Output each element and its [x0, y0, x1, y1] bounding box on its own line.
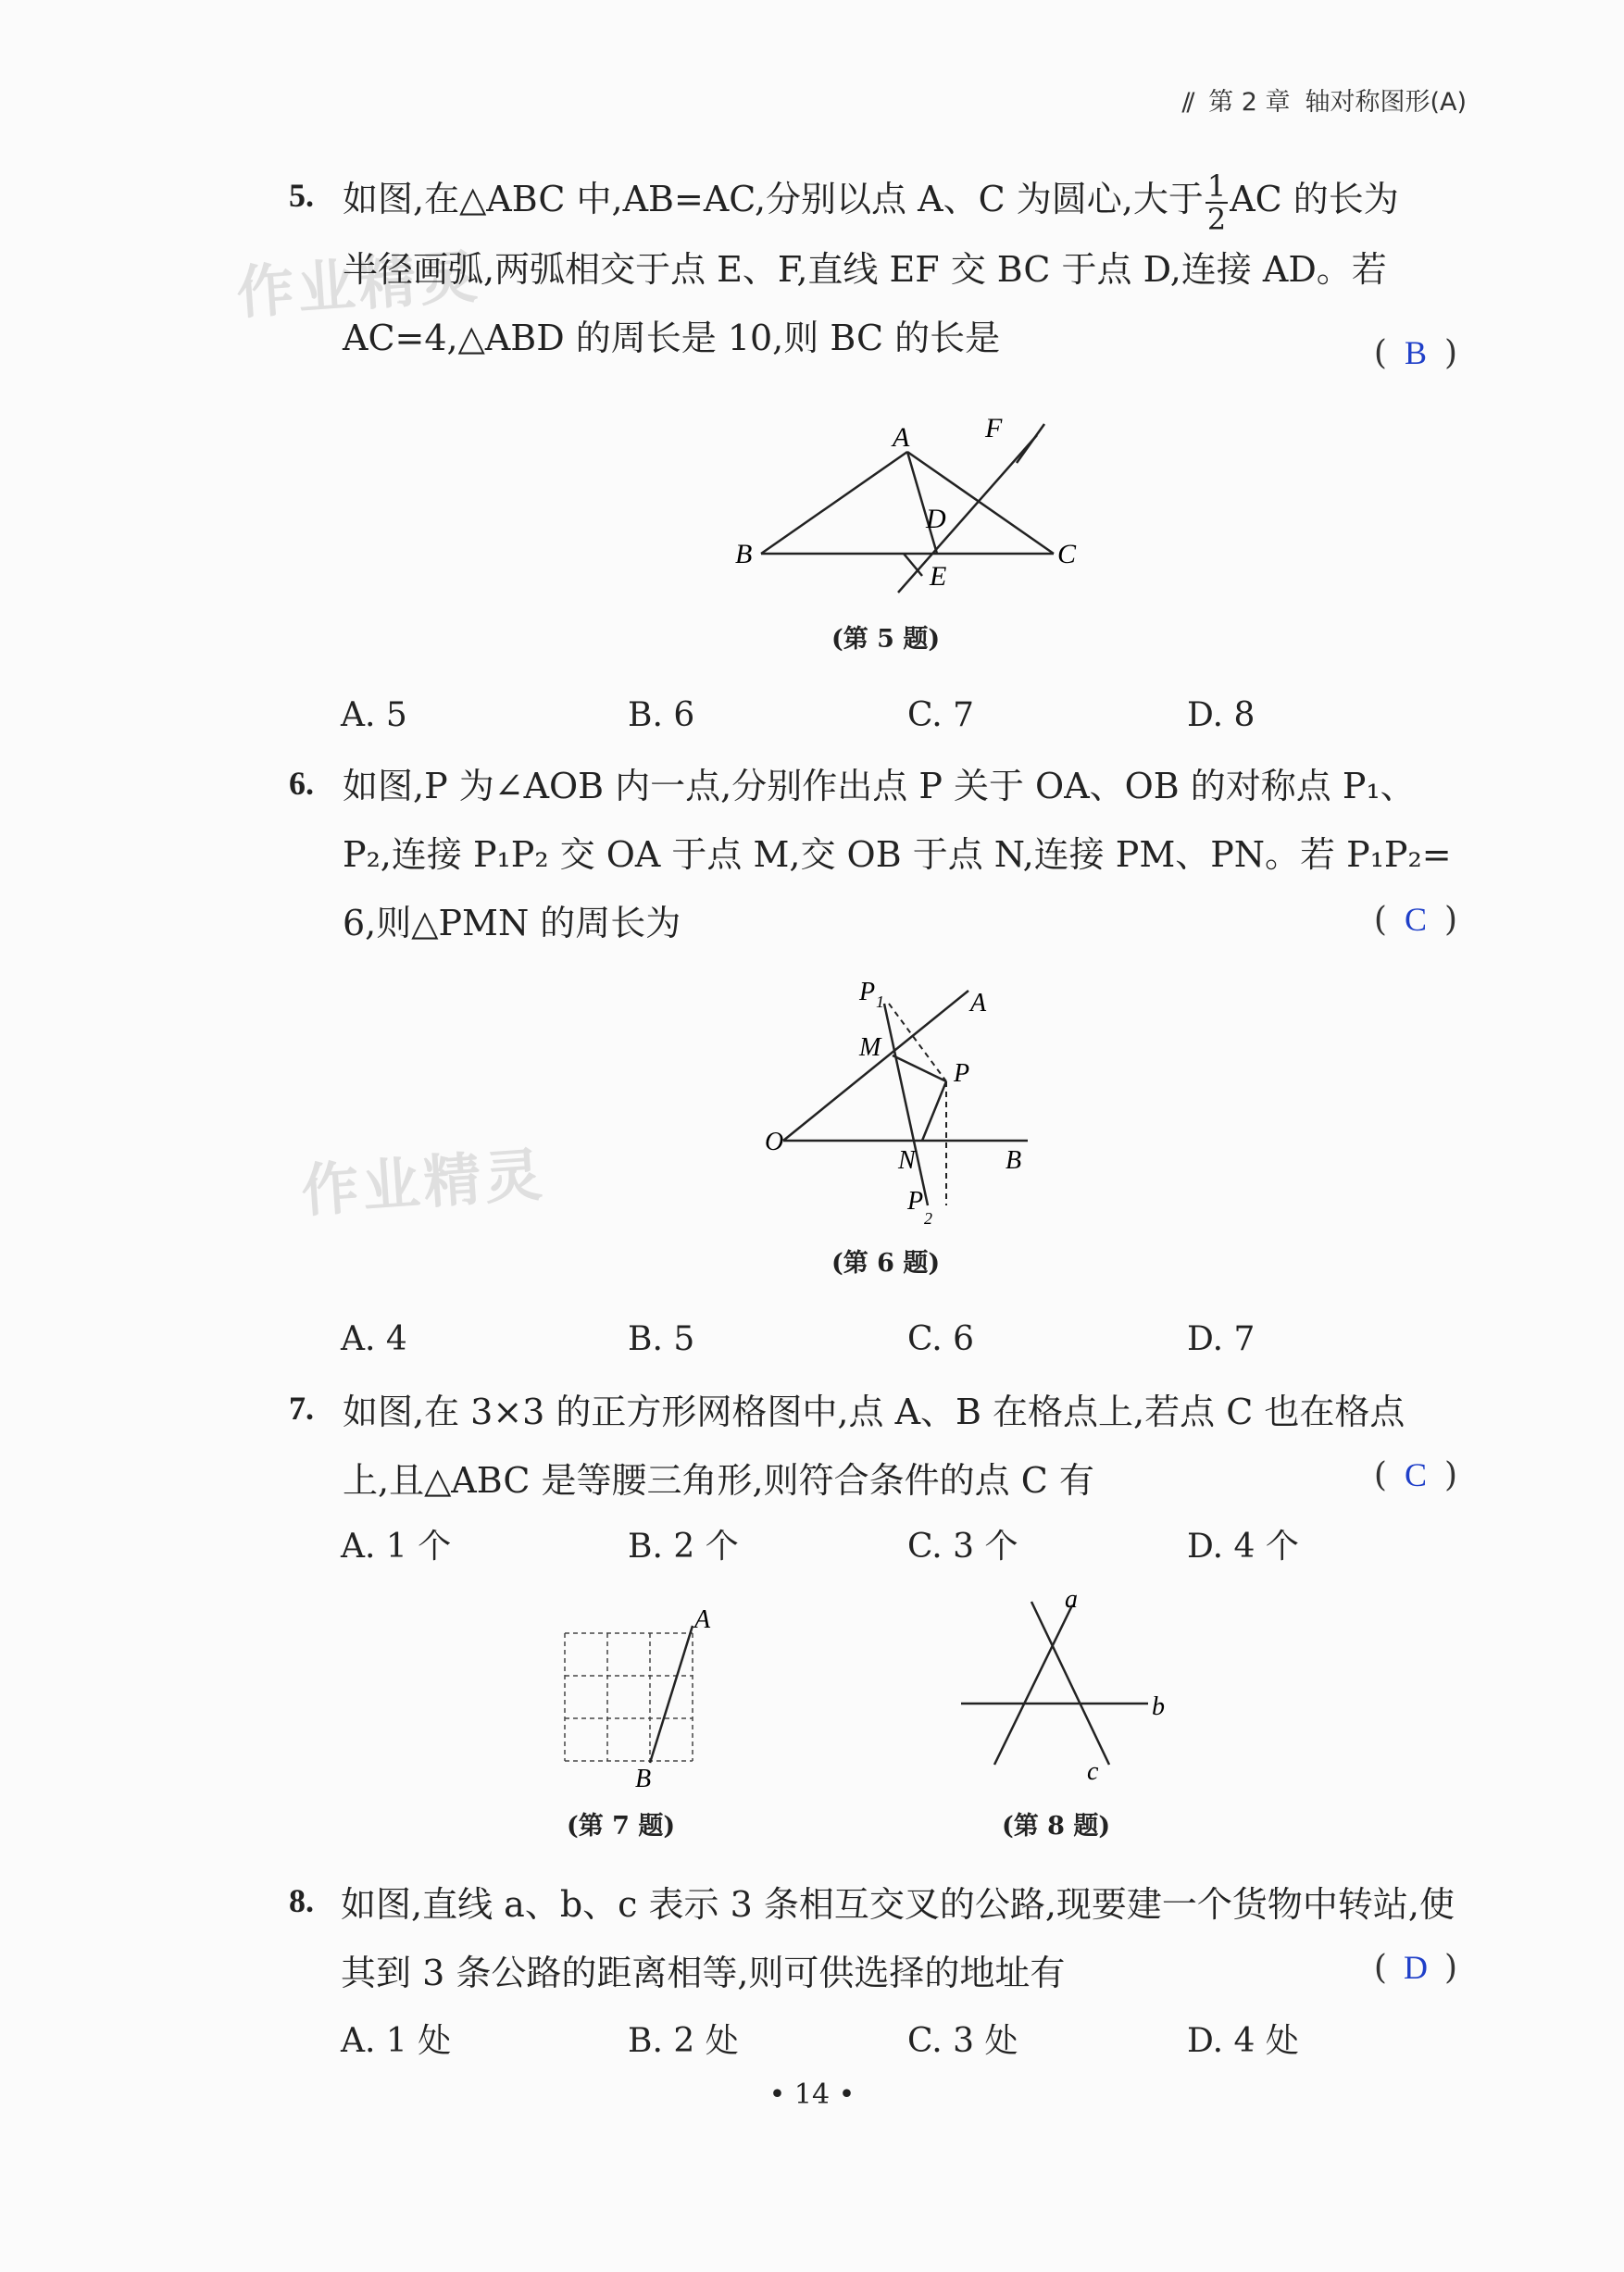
label-b: B	[1006, 1146, 1022, 1175]
option: D. 4 处	[1187, 2022, 1299, 2060]
label-a: A	[970, 989, 987, 1017]
label-p: P	[954, 1059, 970, 1088]
option: B. 5	[628, 1320, 695, 1358]
segment-ac	[907, 452, 1054, 554]
option: B. 2 处	[628, 2022, 739, 2060]
label-d: D	[926, 504, 946, 534]
answer-bracket-8: ( D )	[1373, 1949, 1457, 1987]
watermark: 作业精灵	[234, 242, 483, 328]
option: C. 3 处	[907, 2022, 1018, 2060]
option: B. 6	[628, 696, 695, 734]
figure-8	[954, 1583, 1194, 1787]
option: C. 3 个	[907, 1528, 1018, 1566]
label-c: c	[1087, 1757, 1099, 1786]
label-a: A	[893, 422, 910, 453]
segment-ab	[650, 1626, 693, 1763]
option: D. 7	[1187, 1320, 1255, 1358]
label-c: C	[1057, 539, 1077, 569]
label-a: a	[1065, 1585, 1078, 1614]
label-b: B	[635, 1765, 652, 1787]
option: B. 2 个	[628, 1528, 739, 1566]
figure-caption: (第 7 题)	[567, 1812, 676, 1841]
chapter-title: 轴对称图形(A)	[1305, 88, 1467, 117]
figure-caption: (第 6 题)	[831, 1249, 941, 1278]
question-number: 5.	[289, 177, 314, 214]
question-6-text: 如图,P 为∠AOB 内一点,分别作出点 P 关于 OA、OB 的对称点 P₁、 P₂,连接 P₁P₂ 交 OA 于点 M,交 OB 于点 N,连接 PM、PN。若 P₁P₂= 6,则△PMN 的周长为	[343, 766, 1452, 943]
figure-caption: (第 8 题)	[1002, 1812, 1111, 1841]
question-8-text: 如图,直线 a、b、c 表示 3 条相互交叉的公路,现要建一个货物中转站,使 其到 3 条公路的距离相等,则可供选择的地址有	[341, 1884, 1455, 1993]
figure-caption: (第 5 题)	[831, 625, 941, 654]
figure-7-grid	[546, 1592, 731, 1787]
segment-pn	[922, 1081, 946, 1141]
label-e: E	[930, 561, 947, 592]
chapter-label: 第 2 章	[1208, 88, 1291, 117]
header-mark: //	[1181, 88, 1192, 117]
watermark: 作业精灵	[299, 1140, 548, 1226]
label-b: B	[735, 539, 753, 569]
answer-bracket-6: ( C )	[1373, 901, 1457, 939]
question-7-text: 如图,在 3×3 的正方形网格图中,点 A、B 在格点上,若点 C 也在格点 上,且△ABC 是等腰三角形,则符合条件的点 C 有	[343, 1392, 1405, 1501]
label-b: b	[1152, 1692, 1165, 1721]
ray-oa	[783, 991, 968, 1141]
label-p2: P	[907, 1187, 924, 1216]
label-m: M	[859, 1033, 881, 1062]
label-p1: P	[859, 978, 876, 1006]
label-n: N	[898, 1146, 916, 1175]
segment-ab	[761, 452, 907, 554]
question-number: 6.	[289, 765, 314, 802]
fraction: $\frac{1}{2}$	[1206, 168, 1227, 237]
label-f: F	[985, 413, 1003, 443]
figure-5	[722, 398, 1093, 602]
question-5-text: 如图,在△ABC 中,AB=AC,分别以点 A、C 为圆心,大于 $\frac{1}{2}$ AC 的长为 半径画弧,两弧相交于点 E、F,直线 EF 交 BC 于点 D,连接 AD。若 AC=4,△ABD 的周长是 10,则 BC 的长是	[343, 168, 1399, 358]
option: A. 1 处	[341, 2022, 452, 2060]
label-o: O	[765, 1128, 784, 1156]
line-c	[1031, 1602, 1109, 1765]
arc-mark-f	[1017, 424, 1044, 463]
page-number: • 14 •	[768, 2079, 856, 2111]
figure-6	[750, 963, 1046, 1231]
option: C. 6	[907, 1320, 975, 1358]
option: C. 7	[907, 696, 975, 734]
question-number: 8.	[289, 1882, 314, 1919]
answer-value: C	[1404, 901, 1427, 938]
option: D. 8	[1187, 696, 1255, 734]
option: D. 4 个	[1187, 1528, 1299, 1566]
answer-bracket-7: ( C )	[1373, 1456, 1457, 1494]
line-a	[994, 1605, 1072, 1765]
svg-text:1: 1	[876, 992, 884, 1011]
segment-ad	[907, 452, 937, 554]
answer-value: D	[1403, 1949, 1428, 1986]
question-number: 7.	[289, 1390, 314, 1427]
label-a: A	[694, 1605, 711, 1634]
option: A. 1 个	[341, 1528, 452, 1566]
answer-value: B	[1404, 334, 1427, 371]
option: A. 4	[341, 1320, 407, 1358]
segment-p1p2	[884, 1004, 928, 1205]
svg-text:2: 2	[924, 1209, 932, 1228]
answer-value: C	[1404, 1456, 1427, 1493]
page-header	[1181, 81, 1467, 118]
arc-mark-e	[904, 554, 922, 576]
option: A. 5	[341, 696, 407, 734]
answer-bracket-5: ( B )	[1373, 334, 1457, 372]
